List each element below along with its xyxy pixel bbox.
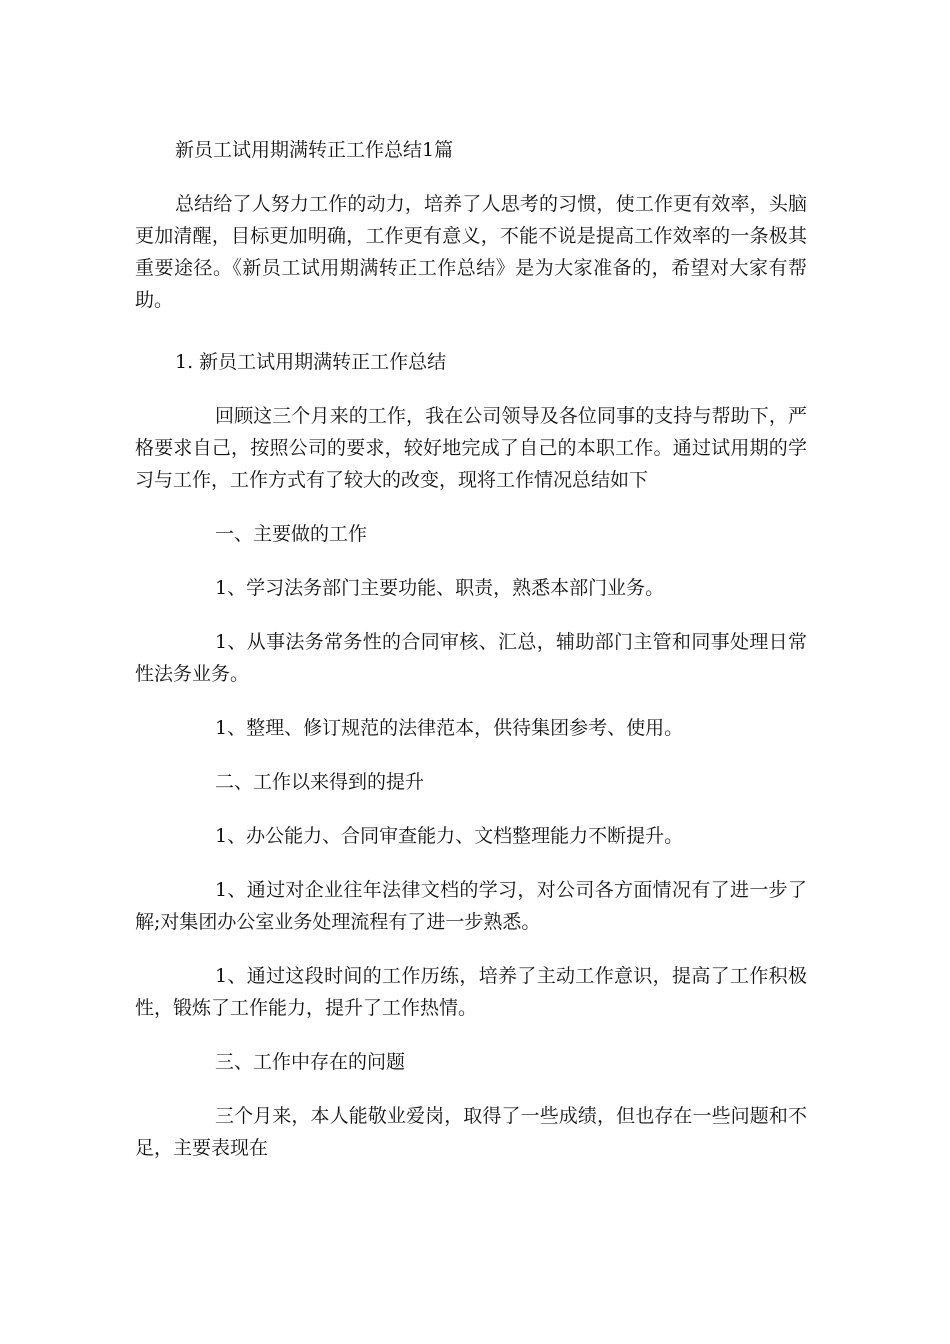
review-paragraph: 回顾这三个月来的工作，我在公司领导及各位同事的支持与帮助下，严格要求自己，按照公司的要求，较好地完成了自己的本职工作。通过试用期的学习与工作，工作方式有了较大的改变，现将工作情况总结如下	[135, 405, 807, 491]
document-page	[135, 134, 807, 1186]
list-item: 1、学习法务部门主要功能、职责，熟悉本部门业务。	[215, 577, 665, 599]
heading-problems: 三、工作中存在的问题	[215, 1051, 406, 1073]
list-item: 1、通过这段时间的工作历练，培养了主动工作意识，提高了工作积极性，锻炼了工作能力，提升了工作热情。	[135, 965, 807, 1019]
list-item: 1、办公能力、合同审查能力、文档整理能力不断提升。	[215, 825, 684, 847]
list-item: 1、从事法务常务性的合同审核、汇总，辅助部门主管和同事处理日常性法务业务。	[135, 631, 807, 685]
intro-paragraph: 总结给了人努力工作的动力，培养了人思考的习惯，使工作更有效率，头脑更加清醒，目标更加明确，工作更有意义，不能不说是提高工作效率的一条极其重要途径。《新员工试用期满转正工作总结》是为大家准备的，希望对大家有帮助。	[135, 193, 807, 311]
list-item: 1、整理、修订规范的法律范本，供待集团参考、使用。	[215, 717, 684, 739]
section-title: 1. 新员工试用期满转正工作总结	[175, 351, 447, 373]
heading-improvement: 二、工作以来得到的提升	[215, 771, 425, 793]
list-item: 1、通过对企业往年法律文档的学习，对公司各方面情况有了进一步了解;对集团办公室业务处理流程有了进一步熟悉。	[135, 879, 807, 933]
document-title: 新员工试用期满转正工作总结1篇	[175, 139, 454, 161]
problems-paragraph: 三个月来，本人能敬业爱岗，取得了一些成绩，但也存在一些问题和不足，主要表现在	[135, 1105, 807, 1159]
heading-main-work: 一、主要做的工作	[215, 523, 368, 545]
